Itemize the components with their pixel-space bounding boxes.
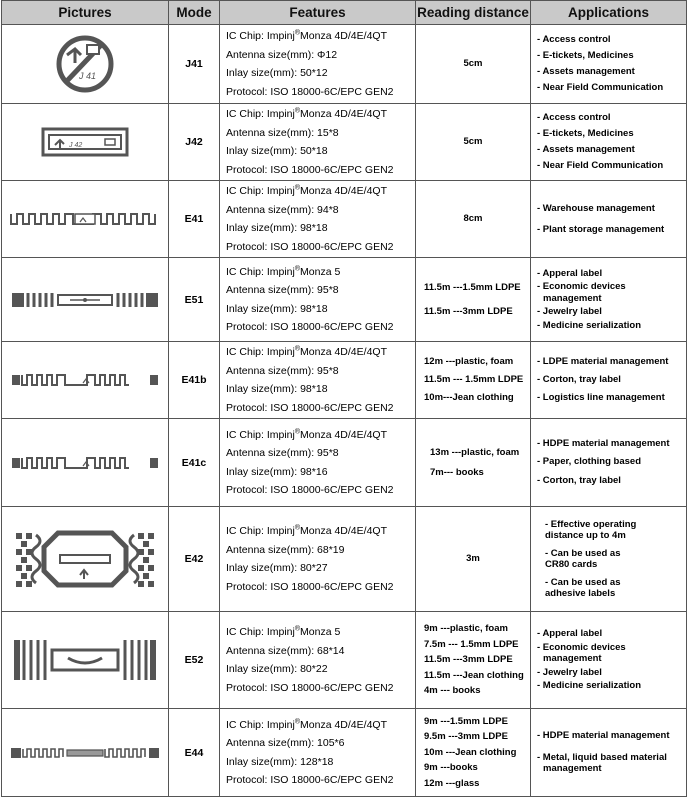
antenna-size: Antenna size(mm): 95*8 xyxy=(226,447,339,459)
picture-cell xyxy=(2,181,169,258)
distance-value: 12m ---plastic, foam xyxy=(424,356,514,367)
chip-label: IC Chip: Impinj xyxy=(226,30,295,42)
applications-cell xyxy=(531,25,687,104)
registered-mark: ® xyxy=(294,184,301,192)
inlay-size: Inlay size(mm): 98*18 xyxy=(226,383,328,395)
table-row xyxy=(2,181,687,258)
inlay-size: Inlay size(mm): 98*18 xyxy=(226,302,328,315)
application-item: - Economic devices management xyxy=(537,641,626,665)
registered-mark: ® xyxy=(294,625,301,633)
header-distance: Reading distance xyxy=(416,1,531,25)
chip-model: Monza 4D/4E/4QT xyxy=(300,30,387,42)
application-item: - Jewelry label xyxy=(537,666,602,678)
mode-cell: E51 xyxy=(169,258,220,342)
distance-cell xyxy=(416,104,531,181)
application-item: - Assets management xyxy=(537,144,635,155)
application-item: - Can be used as CR80 cards xyxy=(545,547,621,570)
features-cell xyxy=(220,419,416,507)
registered-mark: ® xyxy=(294,524,301,532)
table-row xyxy=(2,709,687,797)
distance-cell xyxy=(416,612,531,709)
protocol: Protocol: ISO 18000-6C/EPC GEN2 xyxy=(226,321,394,333)
application-item: - Near Field Communication xyxy=(537,159,664,171)
applications-cell xyxy=(531,342,687,419)
applications-cell xyxy=(531,104,687,181)
features-cell xyxy=(220,342,416,419)
header-pictures: Pictures xyxy=(2,1,169,25)
picture-cell xyxy=(2,104,169,181)
inlay-size: Inlay size(mm): 98*16 xyxy=(226,465,328,478)
application-item: - Access control xyxy=(537,112,611,124)
chip-model: Monza 4D/4E/4QT xyxy=(300,428,387,441)
registered-mark: ® xyxy=(294,29,301,37)
distance-cell xyxy=(416,342,531,419)
mode-cell: E42 xyxy=(169,507,220,612)
distance-value: 10m---Jean clothing xyxy=(424,392,514,403)
inlay-size: Inlay size(mm): 50*18 xyxy=(226,145,328,157)
distance-value: 8cm xyxy=(463,213,483,225)
chip-label: IC Chip: Impinj xyxy=(226,525,295,537)
header-row xyxy=(2,1,687,25)
application-item: - Warehouse management xyxy=(537,202,655,214)
e41c-inlay-image xyxy=(10,455,160,471)
inlay-size: Inlay size(mm): 128*18 xyxy=(226,755,334,768)
protocol: Protocol: ISO 18000-6C/EPC GEN2 xyxy=(226,401,394,414)
chip-label: IC Chip: Impinj xyxy=(226,265,295,278)
distance-value: 5cm xyxy=(463,58,483,70)
distance-value: 5cm xyxy=(463,136,483,148)
picture-cell xyxy=(2,612,169,709)
application-item: - Corton, tray label xyxy=(537,374,621,385)
protocol: Protocol: ISO 18000-6C/EPC GEN2 xyxy=(226,580,394,593)
application-item: - Economic devices management xyxy=(537,281,626,304)
application-item: - E-tickets, Medicines xyxy=(537,50,634,62)
application-item: - E-tickets, Medicines xyxy=(537,128,634,140)
chip-model: Monza 4D/4E/4QT xyxy=(300,718,387,731)
e42-inlay-image xyxy=(14,529,156,589)
e44-inlay-image xyxy=(9,746,161,760)
application-item: - Effective operating distance up to 4m xyxy=(545,518,637,541)
distance-value: 11.5m ---Jean clothing xyxy=(424,669,524,681)
protocol: Protocol: ISO 18000-6C/EPC GEN2 xyxy=(226,85,394,98)
chip-model: Monza 4D/4E/4QT xyxy=(300,525,387,537)
chip-label: IC Chip: Impinj xyxy=(226,346,295,358)
registered-mark: ® xyxy=(294,345,301,353)
chip-model: Monza 4D/4E/4QT xyxy=(300,346,387,358)
e41-inlay-image xyxy=(9,210,161,228)
features-cell xyxy=(220,258,416,342)
distance-value: 11.5m ---3mm LDPE xyxy=(424,654,513,666)
antenna-size: Antenna size(mm): 68*14 xyxy=(226,644,345,657)
features-cell xyxy=(220,507,416,612)
application-item: - Assets management xyxy=(537,66,635,77)
chip-model: Monza 4D/4E/4QT xyxy=(300,185,387,197)
protocol: Protocol: ISO 18000-6C/EPC GEN2 xyxy=(226,163,394,176)
chip-model: Monza 5 xyxy=(300,265,341,278)
applications-cell xyxy=(531,181,687,258)
applications-cell xyxy=(531,419,687,507)
chip-model: Monza 4D/4E/4QT xyxy=(300,108,387,120)
antenna-size: Antenna size(mm): 95*8 xyxy=(226,284,339,296)
application-item: - Medicine serialization xyxy=(537,319,641,331)
table-row xyxy=(2,25,687,104)
application-item: - Corton, tray label xyxy=(537,474,621,486)
chip-label: IC Chip: Impinj xyxy=(226,626,295,638)
mode-cell: E41c xyxy=(169,419,220,507)
application-item: - Paper, clothing based xyxy=(537,456,641,468)
j41-inlay-image xyxy=(45,31,125,97)
distance-value: 13m ---plastic, foam xyxy=(430,446,520,458)
application-item: - Logistics line management xyxy=(537,392,665,403)
e41b-inlay-image xyxy=(10,372,160,388)
protocol: Protocol: ISO 18000-6C/EPC GEN2 xyxy=(226,484,394,496)
protocol: Protocol: ISO 18000-6C/EPC GEN2 xyxy=(226,240,394,253)
application-item: - HDPE material management xyxy=(537,437,670,449)
distance-value: 7m--- books xyxy=(430,466,484,478)
chip-label: IC Chip: Impinj xyxy=(226,718,295,731)
application-item: - Jewelry label xyxy=(537,306,602,318)
application-item: - Plant storage management xyxy=(537,223,665,235)
features-cell xyxy=(220,25,416,104)
distance-cell xyxy=(416,507,531,612)
features-cell xyxy=(220,104,416,181)
application-item: - Metal, liquid based material management xyxy=(537,751,667,775)
j41-icon-label: J 41 xyxy=(79,71,97,81)
antenna-size: Antenna size(mm): 95*8 xyxy=(226,364,339,377)
table-row xyxy=(2,342,687,419)
protocol: Protocol: ISO 18000-6C/EPC GEN2 xyxy=(226,774,394,786)
chip-model: Monza 5 xyxy=(300,626,341,638)
application-item: - Apperal label xyxy=(537,267,603,279)
registered-mark: ® xyxy=(294,428,301,435)
table-row xyxy=(2,258,687,342)
registered-mark: ® xyxy=(294,265,301,272)
chip-label: IC Chip: Impinj xyxy=(226,185,295,197)
applications-cell xyxy=(531,507,687,612)
picture-cell xyxy=(2,342,169,419)
e52-inlay-image xyxy=(12,636,158,684)
features-cell xyxy=(220,612,416,709)
distance-value: 11.5m ---3mm LDPE xyxy=(424,305,513,317)
j42-icon-label: J 42 xyxy=(69,142,83,149)
application-item: - Near Field Communication xyxy=(537,81,664,93)
application-item: - Access control xyxy=(537,34,611,46)
application-item: - Apperal label xyxy=(537,628,603,640)
header-features: Features xyxy=(220,1,416,25)
application-item: - LDPE material management xyxy=(537,356,669,367)
application-item: - HDPE material management xyxy=(537,730,670,742)
mode-cell: E44 xyxy=(169,709,220,797)
distance-value: 12m ---glass xyxy=(424,777,480,789)
distance-cell xyxy=(416,181,531,258)
distance-value: 9.5m ---3mm LDPE xyxy=(424,731,508,743)
features-cell xyxy=(220,181,416,258)
distance-cell xyxy=(416,258,531,342)
registered-mark: ® xyxy=(294,107,301,115)
inlay-size: Inlay size(mm): 80*22 xyxy=(226,663,328,675)
inlay-size: Inlay size(mm): 98*18 xyxy=(226,222,328,234)
mode-cell: E41b xyxy=(169,342,220,419)
distance-cell xyxy=(416,709,531,797)
distance-value: 9m ---1.5mm LDPE xyxy=(424,715,508,727)
inlay-size: Inlay size(mm): 50*12 xyxy=(226,67,328,79)
rfid-spec-table xyxy=(1,0,687,797)
header-mode: Mode xyxy=(169,1,220,25)
mode-cell: E41 xyxy=(169,181,220,258)
table-row xyxy=(2,104,687,181)
inlay-size: Inlay size(mm): 80*27 xyxy=(226,562,328,574)
distance-value: 3m xyxy=(466,553,480,565)
picture-cell xyxy=(2,419,169,507)
applications-cell xyxy=(531,709,687,797)
mode-cell: J41 xyxy=(169,25,220,104)
registered-mark: ® xyxy=(294,718,301,725)
j42-inlay-image xyxy=(39,125,131,159)
distance-value: 9m ---plastic, foam xyxy=(424,623,508,635)
table-row xyxy=(2,612,687,709)
distance-value: 10m ---Jean clothing xyxy=(424,746,517,758)
picture-cell xyxy=(2,25,169,104)
applications-cell xyxy=(531,612,687,709)
distance-cell xyxy=(416,419,531,507)
antenna-size: Antenna size(mm): Φ12 xyxy=(226,48,338,61)
distance-value: 4m --- books xyxy=(424,685,481,697)
antenna-size: Antenna size(mm): 15*8 xyxy=(226,126,339,139)
picture-cell xyxy=(2,258,169,342)
e51-inlay-image xyxy=(10,289,160,311)
application-item: - Medicine serialization xyxy=(537,680,641,692)
antenna-size: Antenna size(mm): 105*6 xyxy=(226,737,345,749)
applications-cell xyxy=(531,258,687,342)
chip-label: IC Chip: Impinj xyxy=(226,428,295,441)
picture-cell xyxy=(2,507,169,612)
distance-cell xyxy=(416,25,531,104)
protocol: Protocol: ISO 18000-6C/EPC GEN2 xyxy=(226,681,394,694)
antenna-size: Antenna size(mm): 68*19 xyxy=(226,543,345,556)
distance-value: 9m ---books xyxy=(424,762,478,774)
chip-label: IC Chip: Impinj xyxy=(226,108,295,120)
application-item: - Can be used as adhesive labels xyxy=(545,576,621,599)
mode-cell: E52 xyxy=(169,612,220,709)
picture-cell xyxy=(2,709,169,797)
distance-value: 7.5m --- 1.5mm LDPE xyxy=(424,638,519,650)
table-row xyxy=(2,507,687,612)
distance-value: 11.5m --- 1.5mm LDPE xyxy=(424,374,524,385)
distance-value: 11.5m ---1.5mm LDPE xyxy=(424,281,521,293)
antenna-size: Antenna size(mm): 94*8 xyxy=(226,203,339,216)
table-row xyxy=(2,419,687,507)
features-cell xyxy=(220,709,416,797)
mode-cell: J42 xyxy=(169,104,220,181)
header-applications: Applications xyxy=(531,1,687,25)
